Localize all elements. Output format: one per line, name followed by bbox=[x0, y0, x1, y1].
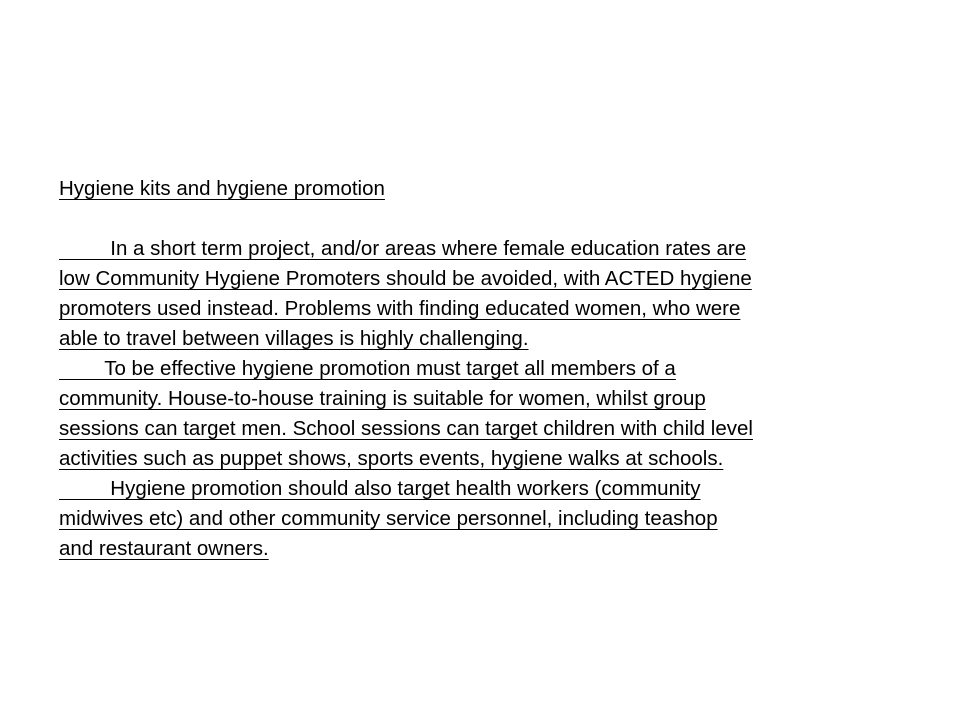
paragraph-3-line-3: and restaurant owners. bbox=[59, 537, 269, 560]
paragraph-2-line-4: activities such as puppet shows, sports events, hygiene walks at schools. bbox=[59, 447, 724, 470]
paragraph-3-line-2: midwives etc) and other community service personnel, including teashop bbox=[59, 507, 718, 530]
body-text-block bbox=[59, 174, 889, 564]
paragraph-2-line-1: To be effective hygiene promotion must target all members of a bbox=[59, 357, 676, 380]
paragraph-1-line-1: In a short term project, and/or areas where female education rates are bbox=[59, 237, 747, 260]
paragraph-2-line-3: sessions can target men. School sessions can target children with child level bbox=[59, 417, 753, 440]
paragraph-1-line-2: low Community Hygiene Promoters should be avoided, with ACTED hygiene bbox=[59, 267, 752, 290]
paragraph-3-line-1: Hygiene promotion should also target health workers (community bbox=[59, 477, 701, 500]
blank-line bbox=[59, 204, 889, 234]
paragraph-2-line-2: community. House-to-house training is suitable for women, whilst group bbox=[59, 387, 706, 410]
document-title: Hygiene kits and hygiene promotion bbox=[59, 177, 385, 200]
paragraph-1-line-3: promoters used instead. Problems with finding educated women, who were bbox=[59, 297, 741, 320]
paragraph-1-line-4: able to travel between villages is highly challenging. bbox=[59, 327, 529, 350]
